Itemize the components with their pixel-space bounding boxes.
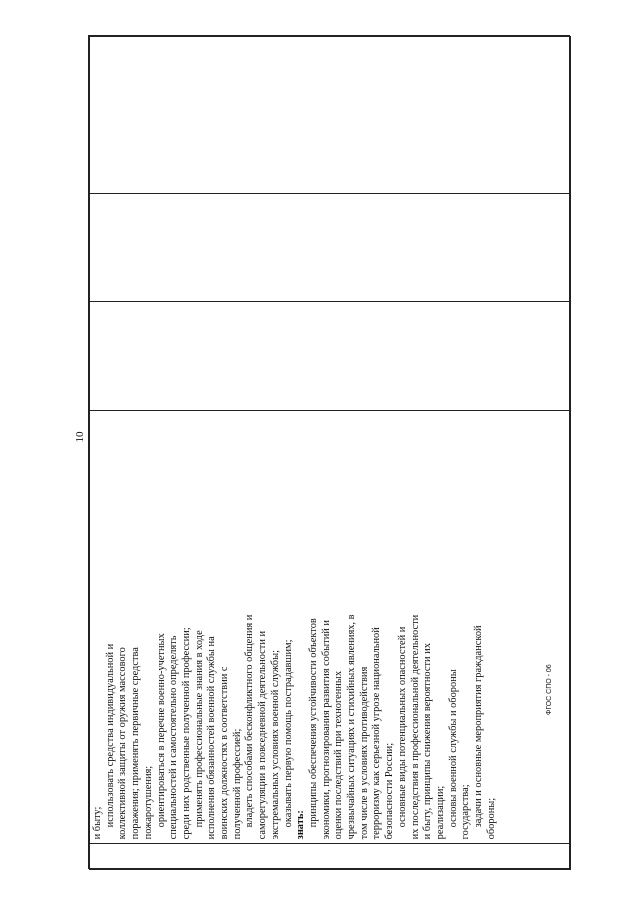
requirement-line: пожаротушения;: [142, 765, 154, 840]
requirement-line: терроризму как серьезной угрозе национальной: [371, 627, 383, 840]
requirement-line: владеть способами бесконфликтного общения и: [244, 614, 256, 828]
table-cell-discipline: [90, 302, 571, 410]
table-cell-requirements: [90, 410, 571, 844]
table-cell-hours-max: [90, 194, 571, 302]
requirement-line: том числе в условиях противодействия: [358, 666, 370, 840]
competency-table: [89, 36, 571, 870]
requirement-line: саморегуляции в повседневной деятельности и: [257, 630, 269, 840]
table-row: [90, 37, 571, 870]
page-number: 10: [74, 431, 86, 443]
requirement-line: основные виды потенциальных опасностей и: [396, 626, 408, 828]
requirement-line: полученной профессией;: [231, 728, 243, 840]
requirement-line: и быту, принципы снижения вероятности их: [422, 643, 434, 840]
requirement-line: задачи и основные мероприятия гражданской: [473, 625, 485, 828]
requirement-line: коллективной защиты от оружия массового: [117, 647, 129, 840]
requirement-line: использовать средства индивидуальной и: [104, 643, 116, 828]
standard-table: [88, 35, 570, 869]
footer-standard-code: ФГОС СПО - 06: [546, 664, 553, 715]
requirement-line: чрезвычайных ситуациях и стихийных явлениях, в: [346, 614, 358, 840]
rotated-table-content: [89, 36, 571, 870]
requirement-line: воинских должностях в соответствии с: [219, 666, 231, 840]
requirement-line: их последствия в профессиональной деятельности: [409, 614, 421, 840]
requirement-line: экономики, прогнозирования развития событий и: [320, 620, 332, 840]
requirement-line: основы военной службы и обороны: [447, 669, 459, 828]
table-cell-index: [90, 844, 571, 870]
requirement-line: реализации;: [434, 785, 446, 840]
requirement-line: безопасности России;: [384, 742, 396, 840]
requirement-line: принципы обеспечения устойчивости объектов: [307, 618, 319, 828]
table-cell-hours-class: [90, 37, 571, 194]
requirement-line: исполнения обязанностей военной службы на: [206, 636, 218, 840]
requirement-line: знать:: [295, 810, 307, 840]
requirement-line: ориентироваться в перечне военно-учетных: [155, 633, 167, 828]
requirement-line: оказывать первую помощь пострадавшим;: [282, 639, 294, 828]
requirement-line: среди них родственные полученной профессии;: [180, 627, 192, 840]
requirement-line: экстремальных условиях военной службы;: [269, 650, 281, 840]
requirement-line: и быту;: [92, 806, 103, 840]
requirement-line: государства;: [460, 784, 472, 840]
requirement-line: оценки последствий при техногенных: [333, 670, 345, 840]
requirements-text: [90, 411, 499, 844]
requirement-line: специальностей и самостоятельно определять: [168, 635, 180, 840]
requirement-line: поражения; применять первичные средства: [130, 647, 142, 840]
requirement-line: обороны;: [485, 797, 497, 840]
requirement-line: применять профессиональные знания в ходе: [193, 630, 205, 828]
